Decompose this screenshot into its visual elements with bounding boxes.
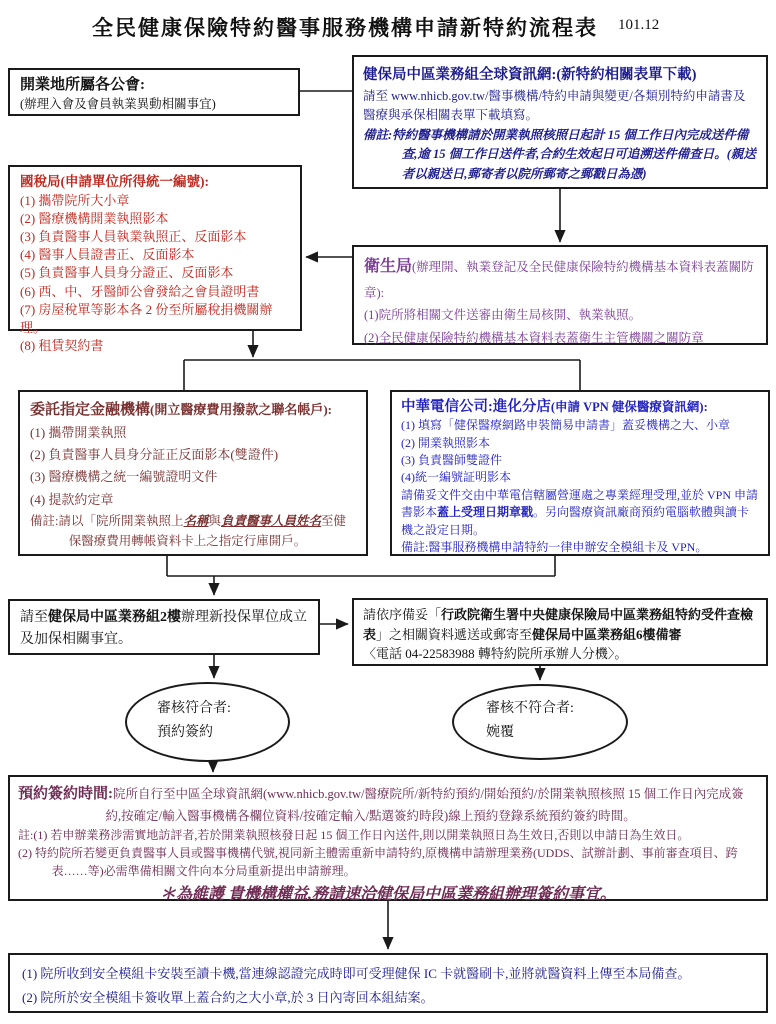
final-item: (2) 院所於安全模組卡簽收單上蓋合約之大小章,於 3 日內寄回本組結案。 <box>22 990 434 1006</box>
box-chunghwa-telecom <box>390 390 770 556</box>
health-item: (1)院所將相關文件送審由衛生局核開、執業執照。 <box>364 308 642 323</box>
tax-item: (5) 負責醫事人員身分證正、反面影本 <box>20 265 234 281</box>
nhi-web-body: 請至 www.nhicb.gov.tw/醫事機構/特約申請與變更/各類別特約申請書及醫療與承保相關表單下載填寫。 <box>363 89 746 123</box>
appointment-footer: ＊為維護 貴機構權益,務請速洽健保局中區業務組辦理簽約事宜。 <box>159 886 616 903</box>
box-nhi-web <box>352 55 768 189</box>
guild-subtitle: (辦理入會及會員執業異動相關事宜) <box>20 97 216 111</box>
guild-title: 開業地所屬各公會: <box>20 77 145 93</box>
cht-body: 請備妥文件交由中華電信轄屬營運處之專業經理受理,並於 VPN 申請書影本蓋上受理日期章戳。另向醫療資訊廠商預約電腦軟體與讀卡機之設定日期。 <box>401 487 759 537</box>
box-guild <box>8 68 300 116</box>
tax-item: (4) 醫事人員證書正、反面影本 <box>20 247 195 263</box>
appointment-note1: 註:(1) 若申辦業務涉需實地訪評者,若於開業執照核發日起 15 個工作日內送件,則以開業執照日為生效日,否則以申請日為生效日。 <box>18 828 690 842</box>
box-checklist: 請依序備妥「行政院衛生署中央健康保險局中區業務組特約受件查檢表」之相關資料遞送或郵寄至健保局中區業務組6樓備審 〈電話 04-22583988 轉特約院所承辦人分機〉。 <box>352 598 768 666</box>
checklist-phone: 〈電話 04-22583988 轉特約院所承辦人分機〉。 <box>363 646 628 661</box>
bank-title: 委託指定金融機構(開立醫療費用撥款之聯名帳戶): <box>30 402 333 418</box>
bank-item: (4) 提款約定章 <box>30 491 114 507</box>
cht-item: (4)統一編號証明影本 <box>401 470 511 485</box>
health-title: 衛生局(辦理開、執業登記及全民健康保險特約機構基本資料表蓋關防章): <box>364 258 754 300</box>
appointment-body: 預約簽約時間:院所自行至中區全球資訊網(www.nhicb.gov.tw/醫療院所/新特約預約/開始預約/於開業執照核照 15 個工作日內完成簽約,按確定/輸入醫事機構各欄位資料/按確定輸入/點選簽約時段)線上預約登錄系統預約簽約時間。 <box>18 786 744 823</box>
tax-item: (8) 租賃契約書 <box>20 338 104 354</box>
tax-item: (2) 醫療機構開業執照影本 <box>20 210 169 226</box>
cht-note: 備註:醫事服務機構申請特約一律申辦安全模組卡及 VPN。 <box>401 540 708 555</box>
bank-item: (2) 負責醫事人員身分証正反面影本(雙證件) <box>30 446 279 462</box>
box-final-steps <box>8 953 768 1013</box>
oval-review-pass: 審核符合者: 預約簽約 <box>125 682 290 762</box>
version-label: 101.12 <box>618 17 660 33</box>
bank-item: (3) 醫療機構之統一編號證明文件 <box>30 469 218 485</box>
tax-title: 國稅局(申請單位所得統一編號): <box>20 174 209 189</box>
tax-item: (3) 負責醫事人員執業執照正、反面影本 <box>20 228 247 244</box>
box-bank <box>18 390 368 556</box>
appointment-note2: (2) 特約院所若變更負責醫事人員或醫事機構代號,視同新主體需重新申請特約,原機構申請辦理業務(UDDS、試辦計劃、事前審查項目、跨表……等)必需準備相關文件向本分局重新提出申請辦理。 <box>18 846 738 878</box>
tax-item: (1) 攜帶院所大小章 <box>20 192 130 208</box>
box-appointment <box>8 775 768 901</box>
health-item: (2)全民健康保險特約機構基本資料表蓋衛生主管機關之關防章 <box>364 330 704 345</box>
bank-note: 備註:請以「院所開業執照上名稱與負責醫事人員姓名至健保醫療費用轉帳資料卡上之指定行庫開戶。 <box>30 513 347 548</box>
tax-item: (6) 西、中、牙醫師公會發給之會員證明書 <box>20 283 260 299</box>
nhi-web-note: 備註:特約醫事機構請於開業執照核照日起計 15 個工作日內完成送件備查,逾 15 個工作日送件者,合約生效起日可追溯送件備查日。(親送者以親送日,郵寄者以院所郵寄之郵戳日為憑) <box>363 127 756 181</box>
cht-title: 中華電信公司:進化分店(申請 VPN 健保醫療資訊網): <box>401 399 708 415</box>
bank-item: (1) 攜帶開業執照 <box>30 424 127 440</box>
cht-item: (1) 填寫「健保醫療網路申裝簡易申請書」蓋妥機構之大、小章 <box>401 418 730 433</box>
box-tax-office <box>8 165 302 354</box>
cht-item: (3) 負責醫師雙證件 <box>401 453 502 468</box>
oval-review-fail: 審核不符合者: 婉覆 <box>452 684 628 760</box>
box-nhi-2f: 請至健保局中區業務組2樓辦理新投保單位成立及加保相關事宜。 <box>8 599 320 655</box>
box-health-bureau <box>352 245 768 345</box>
cht-item: (2) 開業執照影本 <box>401 435 490 450</box>
final-item: (1) 院所收到安全模組卡安裝至讀卡機,當連線認證完成時即可受理健保 IC 卡就醫刷卡,並將就醫資料上傳至本局備查。 <box>22 966 691 981</box>
nhi-web-title: 健保局中區業務組全球資訊網:(新特約相關表單下載) <box>363 67 697 83</box>
tax-item: (7) 房屋稅單等影本各 2 份至所屬稅捐機關辦理。 <box>20 301 273 335</box>
page-title: 全民健康保險特約醫事服務機構申請新特約流程表 <box>92 16 598 40</box>
